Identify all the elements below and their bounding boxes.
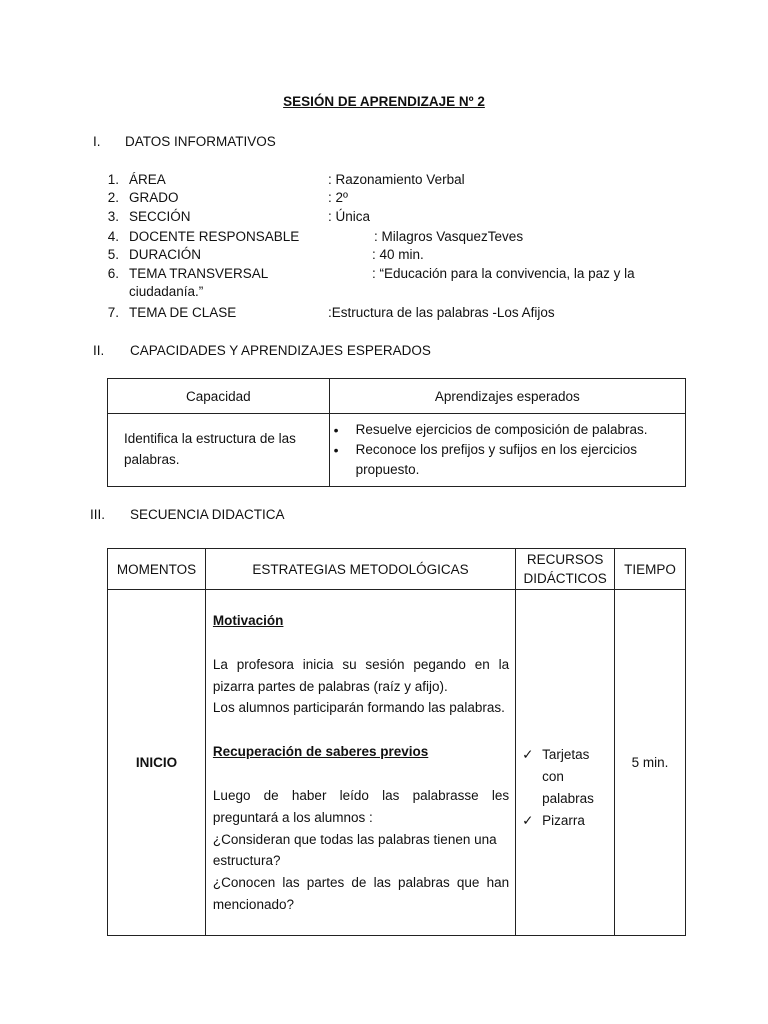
checkmark-icon: ✓ — [522, 813, 534, 828]
time-cell: 5 min. — [615, 590, 686, 936]
capacity-cell — [108, 414, 330, 487]
table-header-cell: RECURSOS DIDÁCTICOS — [516, 549, 615, 590]
info-value: : 2º — [328, 190, 348, 205]
list-item — [522, 744, 614, 810]
section-number: II. — [93, 343, 105, 358]
section-title: CAPACIDADES Y APRENDIZAJES ESPERADOS — [130, 343, 431, 358]
strategies-cell — [205, 590, 515, 936]
table-row — [108, 414, 686, 487]
table-header-cell: ESTRATEGIAS METODOLÓGICAS — [205, 549, 515, 590]
resources-list — [522, 590, 614, 832]
expected-learning-cell — [329, 414, 685, 487]
subheading: Motivación — [212, 613, 284, 628]
question: ¿Consideran que todas las palabras tienen una estructura? — [212, 831, 497, 869]
info-value: : Única — [328, 209, 371, 224]
info-label: DOCENTE RESPONSABLE — [129, 229, 300, 244]
table-header-cell: Aprendizajes esperados — [329, 379, 685, 414]
table-header-cell: MOMENTOS — [108, 549, 206, 590]
info-value: :Estructura de las palabras -Los Afijos — [328, 305, 555, 320]
info-label: DURACIÓN — [129, 247, 202, 262]
info-value: : Milagros VasquezTeves — [374, 229, 524, 244]
table-row — [108, 590, 686, 936]
info-label: TEMA TRANSVERSAL — [129, 266, 269, 281]
resources-cell — [516, 590, 615, 936]
list-number: 5. — [107, 247, 119, 262]
checkmark-icon: ✓ — [522, 747, 534, 762]
info-label: SECCIÓN — [129, 209, 191, 224]
capacities-table — [107, 378, 686, 487]
info-label: ÁREA — [129, 172, 166, 187]
page-title: SESIÓN DE APRENDIZAJE Nº 2 — [283, 94, 485, 109]
paragraph: Los alumnos participarán formando las palabras. — [212, 700, 505, 716]
list-number: 2. — [107, 190, 119, 205]
list-item: • Reconoce los prefijos y sufijos en los ejercicios propuesto. — [330, 440, 685, 480]
list-number: 6. — [107, 266, 119, 281]
list-number: 3. — [107, 209, 119, 224]
capacity-text: Identifica la estructura de las palabras. — [124, 431, 296, 467]
list-item: • Resuelve ejercicios de composición de palabras. — [330, 420, 685, 440]
info-value-continued: ciudadanía.” — [129, 284, 204, 299]
table-header-row — [108, 379, 686, 414]
section-title: DATOS INFORMATIVOS — [125, 134, 276, 149]
info-value: : “Educación para la convivencia, la paz y la — [372, 266, 635, 281]
list-item — [522, 810, 614, 832]
table-header-cell: TIEMPO — [615, 549, 686, 590]
question: ¿Conocen las partes de las palabras que han mencionado? — [212, 875, 510, 912]
resource-text: Pizarra — [542, 813, 585, 828]
info-label: TEMA DE CLASE — [129, 305, 237, 320]
list-number: 1. — [107, 172, 119, 187]
didactic-sequence-table — [107, 548, 686, 936]
section-number: I. — [93, 134, 101, 149]
list-number: 7. — [107, 305, 119, 320]
expected-learning-list — [330, 414, 685, 480]
table-header-cell: Capacidad — [108, 379, 330, 414]
subheading: Recuperación de saberes previos — [212, 744, 429, 760]
info-value: : Razonamiento Verbal — [328, 172, 465, 187]
section-title: SECUENCIA DIDACTICA — [130, 507, 285, 522]
paragraph: Luego de haber leído las palabrasse les preguntará a los alumnos : — [212, 787, 510, 825]
list-number: 4. — [107, 229, 119, 244]
strategies-content — [206, 590, 515, 916]
paragraph: La profesora inicia su sesión pegando en la pizarra partes de palabras (raíz y afijo). — [212, 656, 510, 694]
info-label: GRADO — [129, 190, 179, 205]
section-number: III. — [90, 507, 106, 522]
moment-cell: INICIO — [108, 590, 206, 936]
info-value: : 40 min. — [372, 247, 424, 262]
table-header-row — [108, 549, 686, 590]
resource-text: Tarjetas con palabras — [542, 747, 594, 806]
